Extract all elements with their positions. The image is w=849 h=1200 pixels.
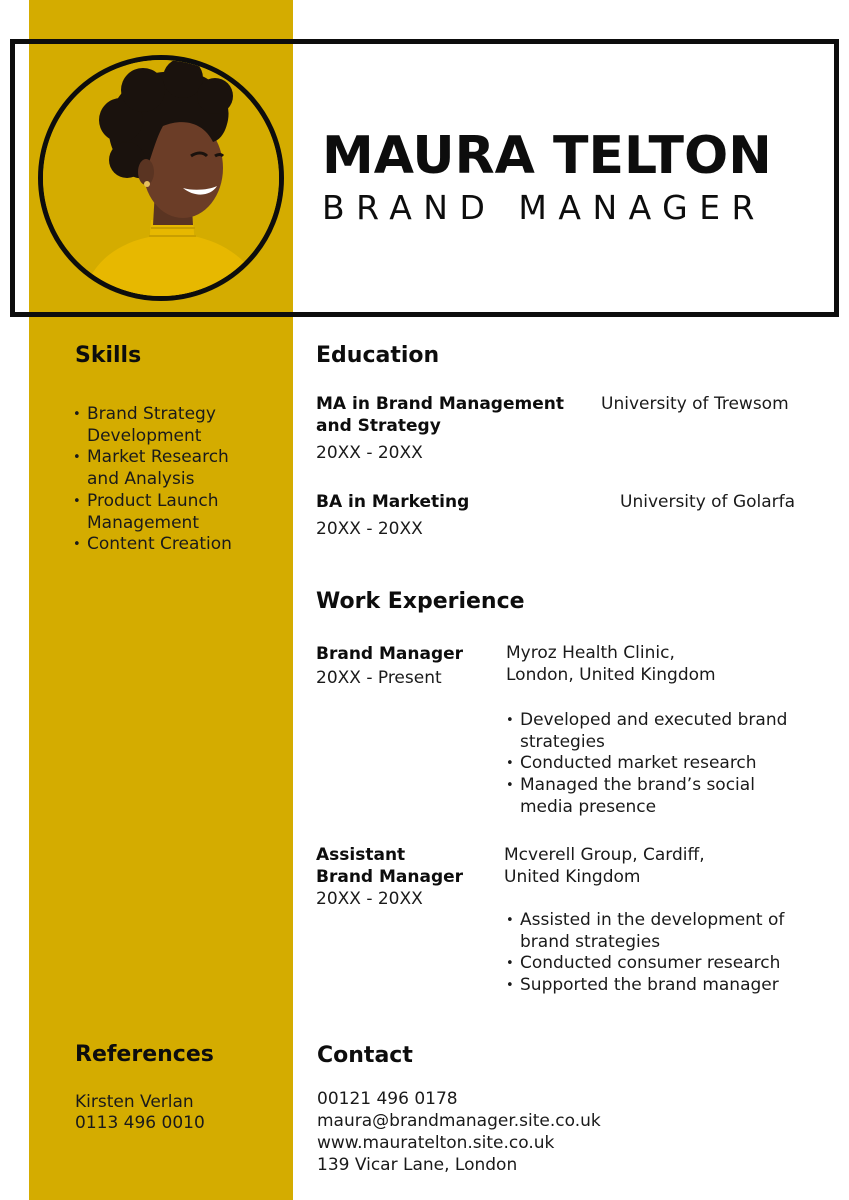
reference-phone: 0113 496 0010 bbox=[75, 1113, 205, 1133]
job-duties bbox=[506, 710, 787, 819]
education-degree: BA in Marketing bbox=[316, 492, 470, 512]
job-company: Mcverell Group, Cardiff, United Kingdom bbox=[504, 845, 705, 887]
education-school: University of Golarfa bbox=[620, 492, 796, 512]
candidate-name: MAURA TELTON bbox=[322, 126, 772, 186]
job-years: 20XX - Present bbox=[316, 668, 442, 688]
contact-phone: 00121 496 0178 bbox=[317, 1089, 458, 1109]
education-heading: Education bbox=[316, 343, 440, 368]
contact-heading: Contact bbox=[317, 1043, 413, 1068]
duty-item: • Conducted consumer research bbox=[506, 953, 784, 975]
contact-address: 139 Vicar Lane, London bbox=[317, 1155, 518, 1175]
duty-item: • Developed and executed brand strategies bbox=[506, 710, 787, 753]
contact-email[interactable]: maura@brandmanager.site.co.uk bbox=[317, 1111, 601, 1131]
work-heading: Work Experience bbox=[316, 589, 525, 614]
duty-item: • Assisted in the development of brand strategies bbox=[506, 910, 784, 953]
skill-item: • Market Research and Analysis bbox=[73, 447, 232, 490]
profile-photo bbox=[38, 55, 284, 301]
duty-item: • Supported the brand manager bbox=[506, 975, 784, 997]
job-title: Assistant Brand Manager bbox=[316, 845, 464, 887]
duty-item: • Conducted market research bbox=[506, 753, 787, 775]
skills-heading: Skills bbox=[75, 343, 142, 368]
reference-name: Kirsten Verlan bbox=[75, 1092, 194, 1112]
job-title: Brand Manager bbox=[316, 644, 464, 664]
education-years: 20XX - 20XX bbox=[316, 443, 423, 463]
candidate-role: BRAND MANAGER bbox=[322, 188, 766, 227]
contact-website[interactable]: www.mauratelton.site.co.uk bbox=[317, 1133, 555, 1153]
skill-item: • Product Launch Management bbox=[73, 491, 232, 534]
skill-item: • Content Creation bbox=[73, 534, 232, 556]
education-years: 20XX - 20XX bbox=[316, 519, 423, 539]
education-school: University of Trewsom bbox=[601, 394, 789, 414]
references-heading: References bbox=[75, 1042, 214, 1067]
education-degree: MA in Brand Management and Strategy bbox=[316, 394, 564, 436]
job-company: Myroz Health Clinic, London, United Kingdom bbox=[506, 643, 716, 685]
portrait-illustration bbox=[43, 60, 279, 296]
skill-item: • Brand Strategy Development bbox=[73, 404, 232, 447]
job-duties bbox=[506, 910, 784, 997]
duty-item: • Managed the brand’s social media presence bbox=[506, 775, 787, 818]
skills-list bbox=[73, 404, 232, 556]
job-years: 20XX - 20XX bbox=[316, 889, 423, 909]
